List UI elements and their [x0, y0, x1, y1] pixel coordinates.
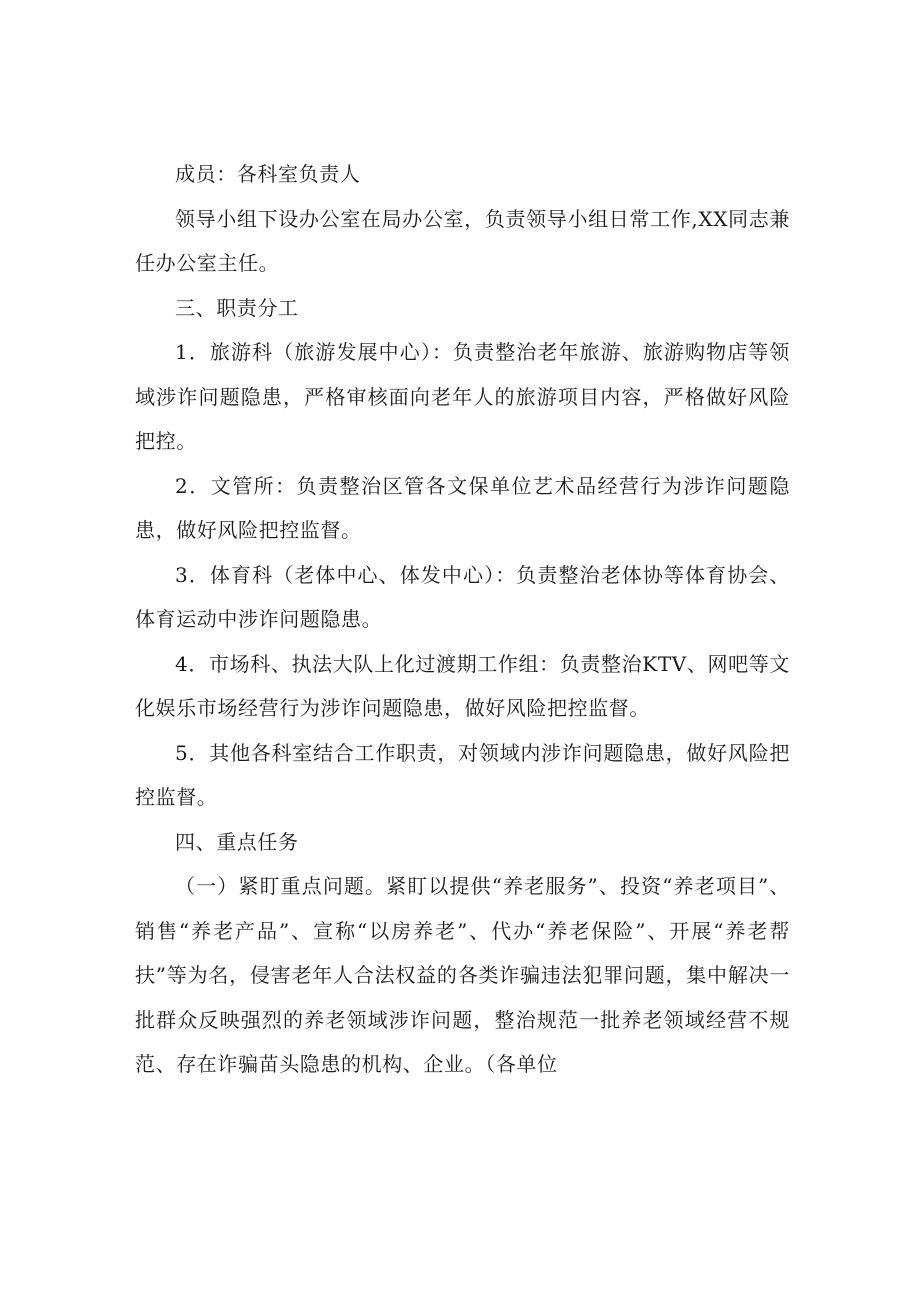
document-body [135, 152, 790, 1087]
duty-item-sports: 3．体育科（老体中心、体发中心）：负责整治老体协等体育协会、体育运动中涉诈问题隐患。 [135, 562, 790, 631]
section-heading-tasks: 四、重点任务 [175, 829, 299, 854]
duty-item-tourism: 1．旅游科（旅游发展中心）：负责整治老年旅游、旅游购物店等领域涉诈问题隐患，严格审核面向老年人的旅游项目内容，严格做好风险把控。 [135, 340, 790, 453]
task-paragraph-1: （一）紧盯重点问题。紧盯以提供“养老服务”、投资“养老项目”、销售“养老产品”、宣称“以房养老”、代办“养老保险”、开展“养老帮扶”等为名，侵害老年人合法权益的各类诈骗违法犯罪问题，集中解决一批群众反映强烈的养老领域涉诈问题，整治规范一批养老领域经营不规范、存在诈骗苗头隐患的机构、企业。（各单位 [135, 874, 790, 1076]
duty-item-heritage: 2．文管所：负责整治区管各文保单位艺术品经营行为涉诈问题隐患，做好风险把控监督。 [135, 473, 790, 542]
duty-item-others: 5．其他各科室结合工作职责，对领域内涉诈问题隐患，做好风险把控监督。 [135, 740, 790, 809]
members-line: 成员：各科室负责人 [175, 162, 361, 186]
section-heading-duties: 三、职责分工 [175, 295, 299, 320]
duty-item-market: 4．市场科、执法大队上化过渡期工作组：负责整治KTV、网吧等文化娱乐市场经营行为涉诈问题隐患，做好风险把控监督。 [135, 651, 790, 720]
office-paragraph: 领导小组下设办公室在局办公室，负责领导小组日常工作,XX同志兼任办公室主任。 [135, 206, 790, 275]
